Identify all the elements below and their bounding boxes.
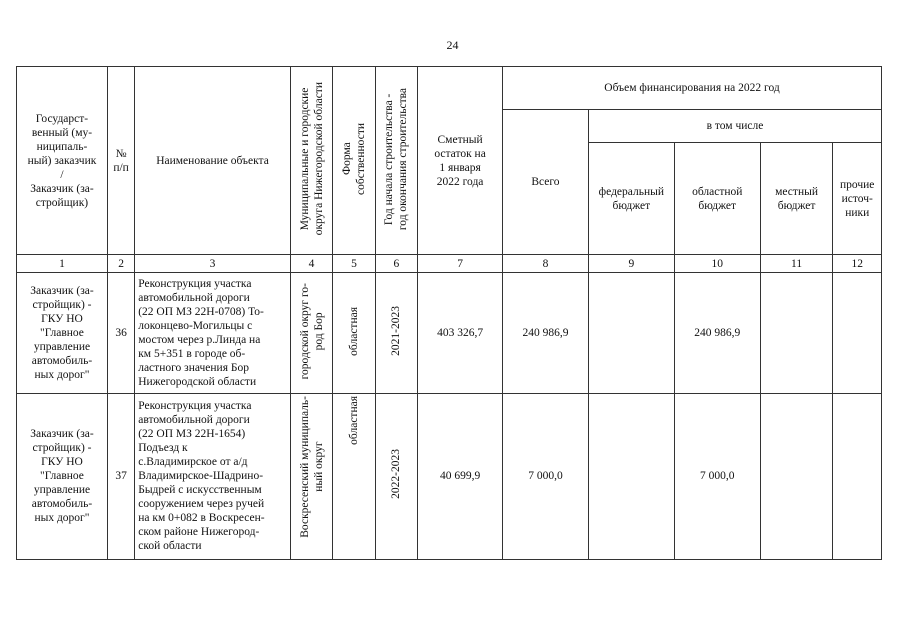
column-number: 12 xyxy=(833,255,882,273)
row-municipality-cell xyxy=(290,273,332,393)
header-municipality: Муниципальные и городские округа Нижегородской области xyxy=(298,82,325,236)
column-number: 5 xyxy=(333,255,375,273)
page-number: 24 xyxy=(446,38,459,52)
row-federal xyxy=(588,393,674,559)
row-other xyxy=(833,273,882,393)
header-other: прочие источ- ники xyxy=(833,143,882,255)
column-number: 3 xyxy=(135,255,291,273)
row-object-name: Реконструкция участка автомобильной дороги (22 ОП МЗ 22Н-0708) То- локонцево-Могильцы с мостом через р.Линда на км 5+351 в городе об- ластного значения Бор Нижегородской области xyxy=(135,273,291,393)
table-row xyxy=(17,273,882,393)
column-number: 6 xyxy=(375,255,417,273)
row-other xyxy=(833,393,882,559)
row-municipality-cell xyxy=(290,393,332,559)
header-municipality-cell xyxy=(290,67,332,255)
header-including: в том числе xyxy=(588,110,881,143)
row-number: 37 xyxy=(107,393,134,559)
header-local: местный бюджет xyxy=(760,143,833,255)
column-number: 11 xyxy=(760,255,833,273)
row-municipality: городской округ го- род Бор xyxy=(298,282,325,380)
column-number: 4 xyxy=(290,255,332,273)
column-number: 8 xyxy=(503,255,589,273)
header-object-name: Наименование объекта xyxy=(135,67,291,255)
row-estimate: 40 699,9 xyxy=(418,393,503,559)
column-number-row xyxy=(17,255,882,273)
header-financing: Объем финансирования на 2022 год xyxy=(503,67,882,110)
row-total: 240 986,9 xyxy=(503,273,589,393)
row-federal xyxy=(588,273,674,393)
row-local xyxy=(760,273,833,393)
row-local xyxy=(760,393,833,559)
header-years-cell xyxy=(375,67,417,255)
row-customer: Заказчик (за- стройщик) - ГКУ НО "Главное управление автомобиль- ных дорог" xyxy=(17,393,108,559)
row-years: 2021-2023 xyxy=(390,306,403,356)
table-row xyxy=(17,393,882,559)
row-ownership-cell xyxy=(333,273,375,393)
column-number: 7 xyxy=(418,255,503,273)
column-number: 9 xyxy=(588,255,674,273)
column-number: 10 xyxy=(674,255,760,273)
row-years: 2022-2023 xyxy=(390,449,403,500)
row-years-cell xyxy=(375,393,417,559)
header-regional: областной бюджет xyxy=(674,143,760,255)
row-total: 7 000,0 xyxy=(503,393,589,559)
row-regional: 7 000,0 xyxy=(674,393,760,559)
header-ownership-cell xyxy=(333,67,375,255)
header-years: Год начала строительства - год окончания строительства xyxy=(383,87,410,230)
header-estimate: Сметный остаток на 1 января 2022 года xyxy=(418,67,503,255)
row-customer: Заказчик (за- стройщик) - ГКУ НО "Главное управление автомобиль- ных дорог" xyxy=(17,273,108,393)
header-total: Всего xyxy=(503,110,589,255)
row-ownership: областная xyxy=(347,395,360,445)
row-ownership-cell xyxy=(333,393,375,559)
row-regional: 240 986,9 xyxy=(674,273,760,393)
column-number: 2 xyxy=(107,255,134,273)
row-ownership: областная xyxy=(347,306,360,356)
row-municipality: Воскресенский муниципаль- ный округ xyxy=(298,395,325,538)
header-ownership: Форма собственности xyxy=(340,122,367,195)
row-object-name: Реконструкция участка автомобильной дороги (22 ОП МЗ 22Н-1654) Подъезд к с.Владимирское от а/д Владимирское-Шадрино- Быдрей с искусственным сооружением через ручей на км 0+082 в Воскресен- ском районе Нижегород- ской области xyxy=(135,393,291,559)
row-estimate: 403 326,7 xyxy=(418,273,503,393)
financing-table xyxy=(16,66,882,560)
header-customer: Государст- венный (му- ниципаль- ный) заказчик / Заказчик (за- стройщик) xyxy=(17,67,108,255)
header-number: № п/п xyxy=(107,67,134,255)
row-years-cell xyxy=(375,273,417,393)
header-federal: федеральный бюджет xyxy=(588,143,674,255)
column-number: 1 xyxy=(17,255,108,273)
row-number: 36 xyxy=(107,273,134,393)
